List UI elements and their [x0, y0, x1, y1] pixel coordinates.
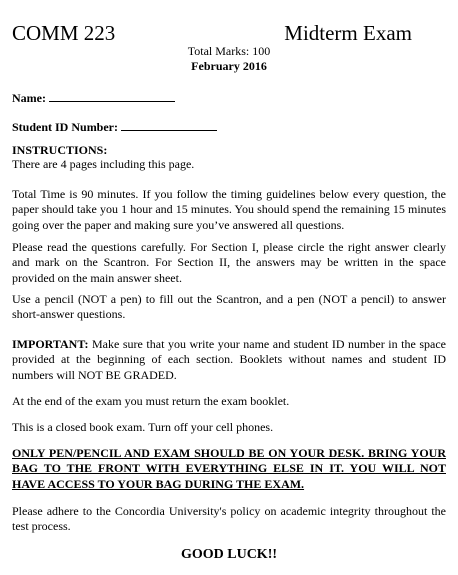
instruction-pencil: Use a pencil (NOT a pen) to fill out the Scantron, and a pen (NOT a pencil) to answer short-answer questions. — [12, 292, 446, 322]
name-blank-line — [49, 91, 175, 102]
course-code: COMM 223 — [12, 21, 116, 45]
instruction-important — [12, 337, 446, 383]
important-label: IMPORTANT: — [12, 337, 89, 351]
total-marks: Total Marks: 100 — [187, 44, 271, 58]
instruction-time: Total Time is 90 minutes. If you follow the timing guidelines below every question, the paper should take you 1 hour and 15 minutes. You should spend the remaining 15 minutes going over the paper and making sure you’ve answered all questions. — [12, 187, 446, 232]
exam-title: Midterm Exam — [284, 21, 412, 45]
instructions-heading: INSTRUCTIONS: — [12, 143, 108, 157]
instruction-desk-warning: ONLY PEN/PENCIL AND EXAM SHOULD BE ON YOUR DESK. BRING YOUR BAG TO THE FRONT WITH EVERYTHING ELSE IN IT. YOU WILL NOT HAVE ACCESS TO YOUR BAG DURING THE EXAM. — [12, 446, 446, 491]
instruction-read: Please read the questions carefully. For Section I, please circle the right answer clearly and mark on the Scantron. For Section II, the answers may be written in the space provided on the main answer sheet. — [12, 240, 446, 285]
exam-date: February 2016 — [191, 59, 267, 73]
name-field — [12, 91, 175, 106]
instruction-closed-book: This is a closed book exam. Turn off your cell phones. — [12, 420, 274, 434]
student-id-blank-line — [121, 120, 217, 131]
student-id-field — [12, 120, 217, 135]
name-label: Name: — [12, 91, 46, 105]
good-luck: GOOD LUCK!! — [180, 547, 278, 562]
instruction-return: At the end of the exam you must return the exam booklet. — [12, 394, 290, 408]
important-text: Make sure that you write your name and student ID number in the space provided at the beginning of each section. Booklets without names and student ID numbers will NOT BE GRADED. — [12, 337, 446, 382]
instruction-pages: There are 4 pages including this page. — [12, 157, 195, 171]
instruction-integrity: Please adhere to the Concordia University's policy on academic integrity throughout the test process. — [12, 504, 446, 534]
student-id-label: Student ID Number: — [12, 120, 119, 134]
